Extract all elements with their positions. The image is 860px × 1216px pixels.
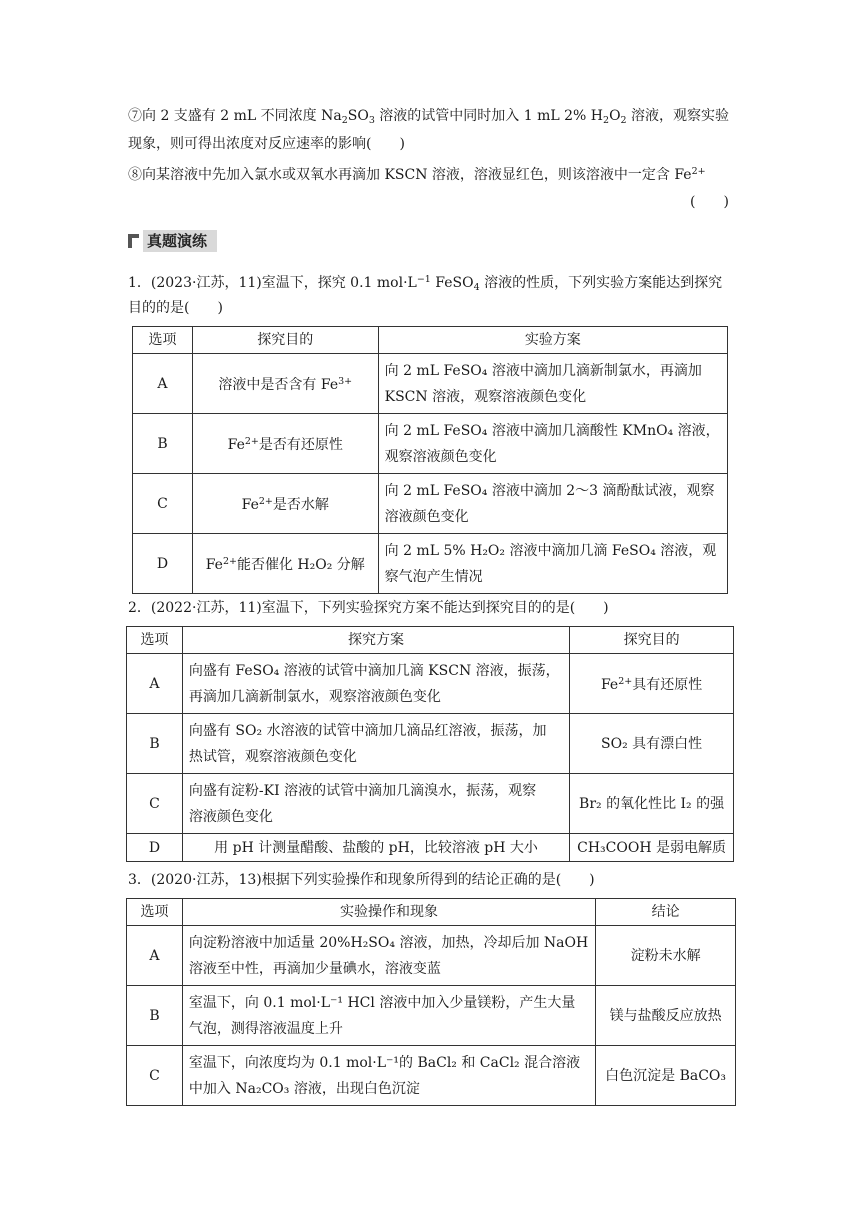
subscript: 2: [603, 115, 610, 126]
plan-line: 向盛有 FeSO₄ 溶液的试管中滴加几滴 KSCN 溶液，振荡，: [188, 662, 560, 679]
conclusion-cell: 白色沉淀是 BaCO₃: [596, 1046, 736, 1106]
question-3-table: [126, 898, 736, 1106]
header-goal: 探究目的: [192, 327, 378, 354]
operation-line: 室温下，向 0.1 mol·L⁻¹ HCl 溶液中加入少量镁粉，产生大量: [188, 994, 576, 1011]
operation-cell: [182, 986, 595, 1046]
goal-cell: [192, 414, 378, 474]
plan-line: 察气泡产生情况: [384, 568, 483, 585]
table-row: [127, 1046, 736, 1106]
item-8-line-1: [128, 162, 706, 185]
plan-line: 向 2 mL FeSO₄ 溶液中滴加几滴新制氯水，再滴加: [384, 362, 702, 379]
item-7-text: ⑦向 2 支盛有 2 mL 不同浓度 Na: [128, 108, 342, 124]
question-1-line-1: [128, 270, 722, 298]
header-goal: 探究目的: [570, 627, 734, 654]
operation-cell: [182, 1046, 595, 1106]
question-text: 溶液的性质，下列实验方案能达到探究: [479, 275, 723, 291]
goal-text: Fe: [227, 437, 245, 453]
plan-cell: [378, 474, 727, 534]
plan-line: 溶液颜色变化: [188, 808, 273, 825]
conclusion-cell: 淀粉未水解: [596, 926, 736, 986]
table-row: [133, 414, 728, 474]
operation-line: 气泡，测得溶液温度上升: [188, 1020, 343, 1037]
item-7-text: SO: [347, 108, 369, 124]
superscript: 2+: [691, 166, 706, 177]
goal-cell: [570, 654, 734, 714]
subscript: 2: [620, 115, 627, 126]
goal-text: Fe: [600, 677, 619, 693]
option-cell: D: [127, 834, 183, 862]
plan-line: 溶液颜色变化: [384, 508, 469, 525]
goal-text: 具有还原性: [632, 677, 703, 693]
plan-cell: [378, 534, 727, 594]
plan-line: 观察溶液颜色变化: [384, 448, 497, 465]
plan-cell: [182, 654, 569, 714]
table-row: [127, 926, 736, 986]
table-row: [127, 986, 736, 1046]
superscript: 2+: [244, 436, 259, 447]
plan-line: 向 2 mL 5% H₂O₂ 溶液中滴加几滴 FeSO₄ 溶液，观: [384, 542, 717, 559]
option-cell: A: [127, 926, 183, 986]
header-plan: 实验方案: [378, 327, 727, 354]
superscript: 2+: [258, 496, 273, 507]
plan-line: 向盛有 SO₂ 水溶液的试管中滴加几滴品红溶液，振荡，加: [188, 722, 547, 739]
subscript: 2: [341, 115, 348, 126]
goal-text: 是否水解: [272, 497, 329, 513]
plan-line: 热试管，观察溶液颜色变化: [188, 748, 357, 765]
header-operation: 实验操作和现象: [182, 899, 595, 926]
option-cell: A: [127, 654, 183, 714]
goal-cell: Br₂ 的氧化性比 I₂ 的强: [570, 774, 734, 834]
table-row: [133, 354, 728, 414]
question-3-line-1: 3．(2020·江苏，13)根据下列实验操作和现象所得到的结论正确的是( ): [128, 872, 595, 888]
goal-cell: [192, 474, 378, 534]
goal-cell: SO₂ 具有漂白性: [570, 714, 734, 774]
header-option: 选项: [133, 327, 193, 354]
plan-line: KSCN 溶液，观察溶液颜色变化: [384, 388, 587, 405]
item-7-text: 溶液，观察实验: [626, 108, 730, 124]
superscript: 3+: [338, 376, 353, 387]
superscript: 2+: [618, 676, 633, 687]
section-title: 真题演练: [143, 230, 217, 252]
table-header-row: [127, 899, 736, 926]
question-text: FeSO: [430, 275, 474, 291]
question-2-table: [126, 626, 734, 862]
table-row: [127, 774, 734, 834]
operation-line: 中加入 Na₂CO₃ 溶液，出现白色沉淀: [188, 1080, 420, 1097]
question-text: 1．(2023·江苏，11)室温下，探究 0.1 mol·L: [128, 275, 417, 291]
goal-cell: [192, 534, 378, 594]
conclusion-cell: 镁与盐酸反应放热: [596, 986, 736, 1046]
operation-line: 室温下，向浓度均为 0.1 mol·L⁻¹的 BaCl₂ 和 CaCl₂ 混合溶液: [188, 1054, 581, 1071]
goal-cell: [192, 354, 378, 414]
item-7-text: 溶液的试管中同时加入 1 mL 2% H: [374, 108, 604, 124]
question-1-line-2: 目的的是( ): [128, 300, 223, 316]
option-cell: C: [127, 774, 183, 834]
option-cell: C: [133, 474, 193, 534]
table-header-row: [133, 327, 728, 354]
option-cell: B: [133, 414, 193, 474]
question-2-line-1: 2．(2022·江苏，11)室温下，下列实验探究方案不能达到探究目的的是( ): [128, 600, 609, 616]
superscript: −1: [416, 274, 431, 285]
header-conclusion: 结论: [596, 899, 736, 926]
plan-cell: [378, 354, 727, 414]
table-row: [127, 834, 734, 862]
table-row: [127, 654, 734, 714]
goal-text: Fe: [205, 557, 223, 573]
plan-cell: 用 pH 计测量醋酸、盐酸的 pH，比较溶液 pH 大小: [182, 834, 569, 862]
subscript: 3: [368, 115, 375, 126]
plan-line: 向 2 mL FeSO₄ 溶液中滴加 2～3 滴酚酞试液，观察: [384, 482, 715, 499]
item-7-line-1: [128, 106, 729, 131]
superscript: 2+: [222, 556, 237, 567]
operation-line: 溶液至中性，再滴加少量碘水，溶液变蓝: [188, 960, 441, 977]
item-7-text: O: [609, 108, 621, 124]
operation-line: 向淀粉溶液中加适量 20%H₂SO₄ 溶液，加热，冷却后加 NaOH: [188, 934, 589, 951]
plan-cell: [378, 414, 727, 474]
option-cell: B: [127, 986, 183, 1046]
table-row: [133, 474, 728, 534]
header-option: 选项: [127, 627, 183, 654]
goal-text: 是否有还原性: [258, 437, 343, 453]
header-plan: 探究方案: [182, 627, 569, 654]
item-8-text: ⑧向某溶液中先加入氯水或双氧水再滴加 KSCN 溶液，溶液显红色，则该溶液中一定含 Fe: [128, 167, 692, 183]
goal-text: 溶液中是否含有 Fe: [218, 377, 339, 393]
table-header-row: [127, 627, 734, 654]
plan-line: 向 2 mL FeSO₄ 溶液中滴加几滴酸性 KMnO₄ 溶液，: [384, 422, 720, 439]
question-1-table: [132, 326, 728, 594]
operation-cell: [182, 926, 595, 986]
item-8-answer-bracket: ( ): [690, 194, 729, 210]
subscript: 4: [473, 282, 480, 293]
goal-cell: CH₃COOH 是弱电解质: [570, 834, 734, 862]
table-row: [127, 714, 734, 774]
item-7-line-2: 现象，则可得出浓度对反应速率的影响( ): [128, 136, 405, 152]
table-row: [133, 534, 728, 594]
plan-line: 向盛有淀粉-KI 溶液的试管中滴加几滴溴水，振荡，观察: [188, 782, 537, 799]
goal-text: Fe: [241, 497, 259, 513]
option-cell: A: [133, 354, 193, 414]
option-cell: C: [127, 1046, 183, 1106]
section-marker-icon: [128, 234, 139, 248]
plan-line: 再滴加几滴新制氯水，观察溶液颜色变化: [188, 688, 441, 705]
header-option: 选项: [127, 899, 183, 926]
goal-text: 能否催化 H₂O₂ 分解: [236, 557, 365, 573]
plan-cell: [182, 774, 569, 834]
option-cell: D: [133, 534, 193, 594]
section-header: [128, 230, 217, 252]
option-cell: B: [127, 714, 183, 774]
plan-cell: [182, 714, 569, 774]
